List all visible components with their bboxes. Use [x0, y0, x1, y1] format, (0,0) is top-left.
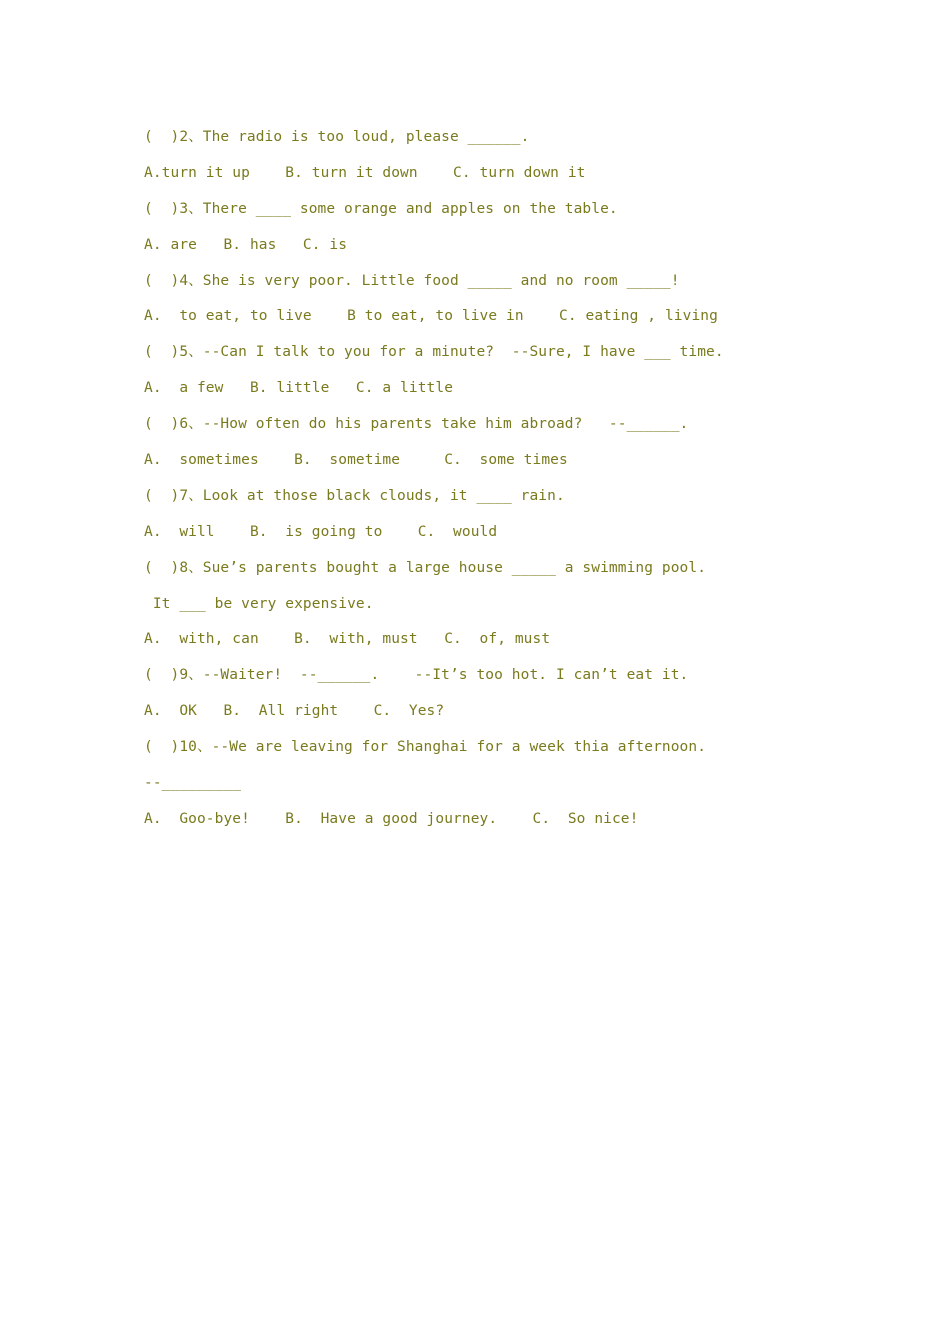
question-9-options: A. OK B. All right C. Yes?: [144, 703, 445, 720]
question-2: ( )2、The radio is too loud, please ______.: [144, 129, 530, 145]
exercise-list: [144, 125, 844, 843]
question-8-options: A. with, can B. with, must C. of, must: [144, 631, 551, 648]
question-4-options: A. to eat, to live B to eat, to live in C. eating , living: [144, 308, 718, 325]
question-10-options: A. Goo-bye! B. Have a good journey. C. So nice!: [144, 810, 639, 827]
question-7: ( )7、Look at those black clouds, it ____ rain.: [144, 487, 565, 504]
question-6-options: A. sometimes B. sometime C. some times: [144, 452, 568, 469]
question-10-continuation: --_________: [144, 775, 242, 792]
question-5: ( )5、--Can I talk to you for a minute? --Sure, I have ___ time.: [144, 344, 724, 361]
question-5-options: A. a few B. little C. a little: [144, 380, 454, 397]
question-4: ( )4、She is very poor. Little food _____ and no room _____!: [144, 272, 680, 289]
question-3-options: A. are B. has C. is: [144, 236, 348, 253]
question-10: ( )10、--We are leaving for Shanghai for a week thia afternoon.: [144, 739, 707, 756]
question-7-options: A. will B. is going to C. would: [144, 523, 498, 540]
question-2-options: A.turn it up B. turn it down C. turn down it: [144, 164, 586, 181]
question-8-continuation: It ___ be very expensive.: [144, 595, 374, 612]
question-9: ( )9、--Waiter! --______. --It’s too hot. I can’t eat it.: [144, 667, 689, 684]
question-8: ( )8、Sue’s parents bought a large house _____ a swimming pool.: [144, 559, 707, 576]
question-6: ( )6、--How often do his parents take him abroad? --______.: [144, 416, 689, 433]
question-3: ( )3、There ____ some orange and apples on the table.: [144, 200, 618, 217]
